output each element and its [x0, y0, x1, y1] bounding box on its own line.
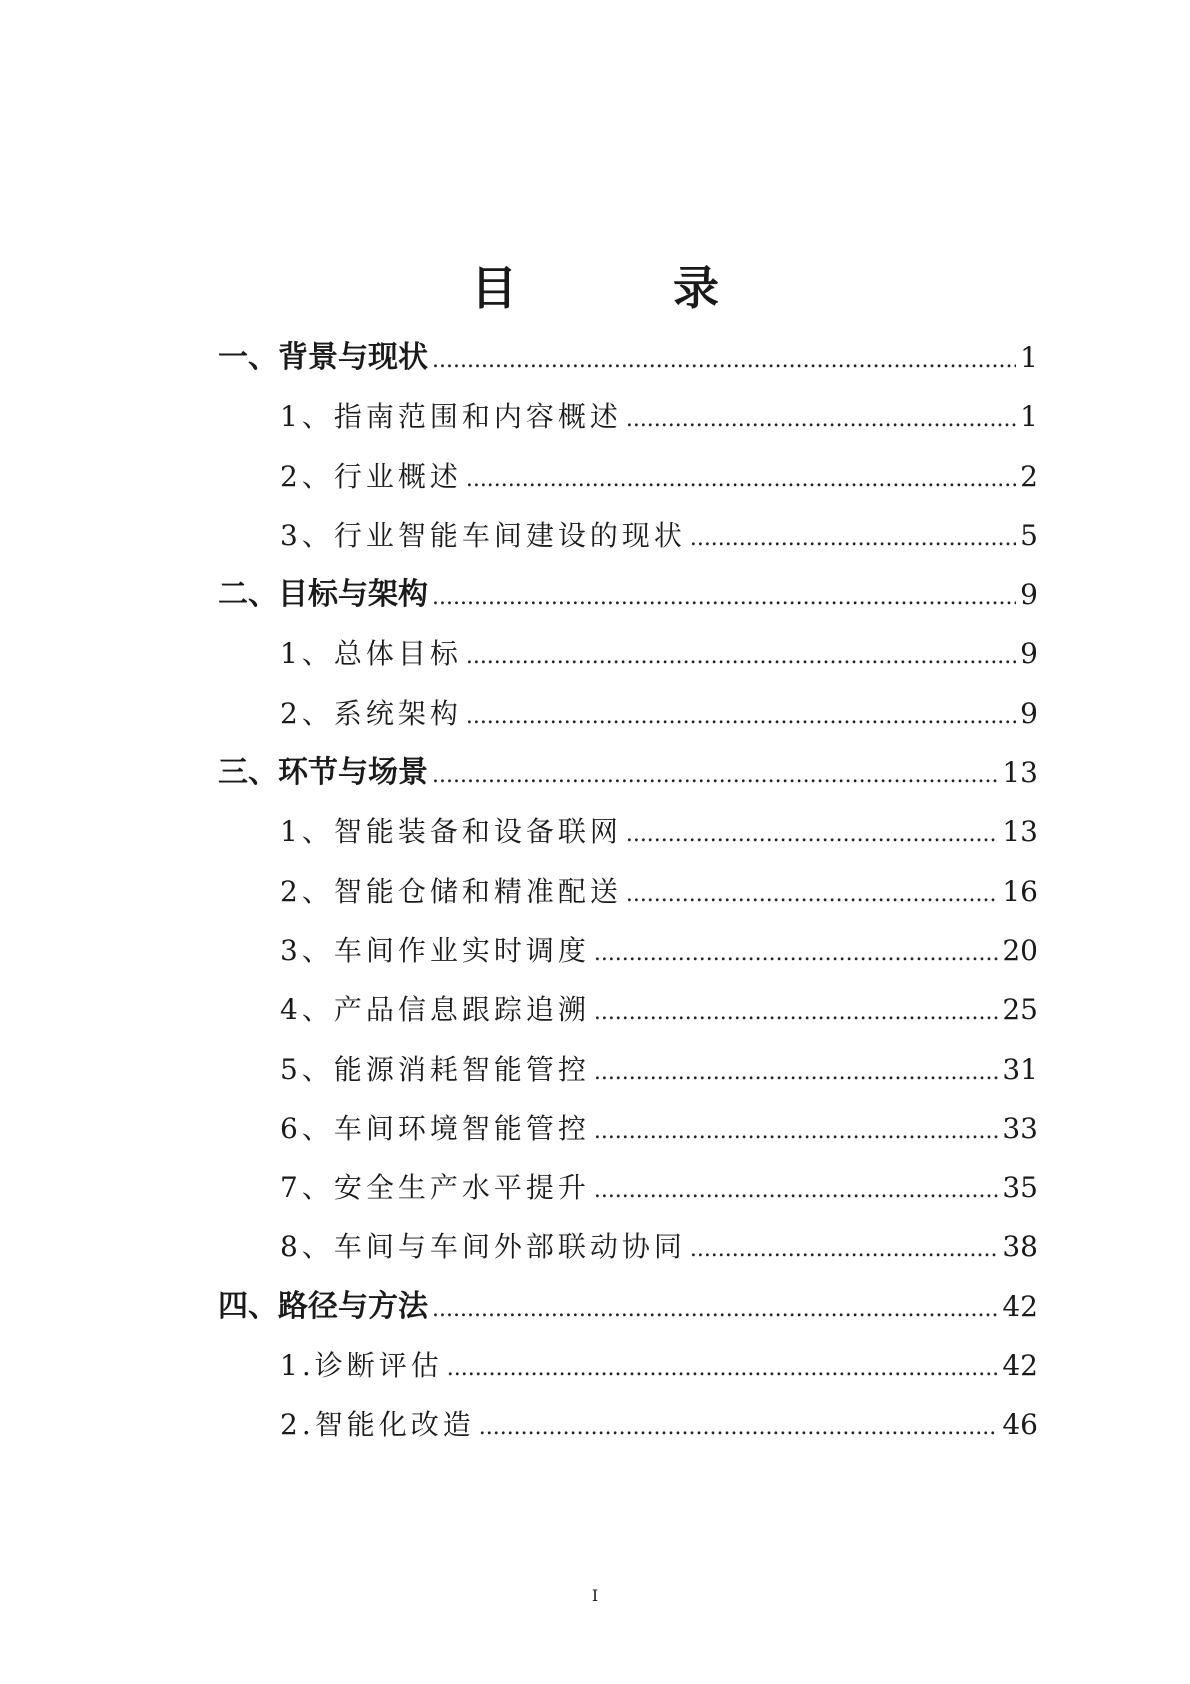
toc-entry[interactable] [218, 1040, 1038, 1099]
toc-entry-page: 9 [1020, 637, 1038, 671]
toc-entry-page: 33 [1002, 1111, 1038, 1145]
toc-entry-page: 38 [1002, 1230, 1038, 1264]
toc-entry-label: 3、车间作业实时调度 [280, 933, 590, 967]
toc-entry-label: 2、智能仓储和精准配送 [280, 874, 622, 908]
toc-entry[interactable] [218, 980, 1038, 1039]
dot-leader [466, 450, 1016, 509]
toc-entry[interactable] [218, 565, 1038, 624]
toc-entry[interactable] [218, 387, 1038, 446]
dot-leader [466, 627, 1016, 686]
toc-entry-page: 1 [1020, 400, 1038, 434]
page-title: 目 录 [470, 261, 789, 315]
toc-entry[interactable] [218, 1099, 1038, 1158]
toc-entry-page: 42 [1002, 1289, 1038, 1323]
toc-entry-page: 16 [1002, 874, 1038, 908]
page-number: I [591, 1586, 599, 1605]
table-of-contents [218, 328, 1038, 1455]
toc-entry-page: 9 [1020, 578, 1038, 612]
dot-leader [594, 924, 999, 983]
toc-entry-label: 2、行业概述 [280, 459, 462, 493]
toc-entry-label: 二、目标与架构 [218, 577, 428, 613]
toc-entry-label: 2、系统架构 [280, 696, 462, 730]
dot-leader [626, 390, 1016, 449]
toc-entry-label: 1、智能装备和设备联网 [280, 815, 622, 849]
dot-leader [594, 983, 999, 1042]
toc-entry-page: 9 [1020, 696, 1038, 730]
dot-leader [432, 568, 1016, 627]
toc-entry[interactable] [218, 743, 1038, 802]
toc-entry-label: 1、指南范围和内容概述 [280, 400, 622, 434]
toc-entry[interactable] [218, 624, 1038, 683]
dot-leader [594, 1161, 999, 1220]
dot-leader [690, 1220, 999, 1279]
dot-leader [594, 1102, 999, 1161]
toc-entry-page: 25 [1002, 993, 1038, 1027]
dot-leader [432, 746, 998, 805]
toc-entry-label: 7、安全生产水平提升 [280, 1171, 590, 1205]
toc-entry-page: 35 [1002, 1171, 1038, 1205]
toc-entry-page: 13 [1002, 756, 1038, 790]
toc-entry-page: 13 [1002, 815, 1038, 849]
toc-entry[interactable] [218, 1395, 1038, 1454]
dot-leader [466, 687, 1016, 746]
dot-leader [594, 1043, 999, 1102]
dot-leader [432, 1280, 998, 1339]
toc-entry-label: 8、车间与车间外部联动协同 [280, 1230, 686, 1264]
toc-entry-page: 31 [1002, 1052, 1038, 1086]
toc-entry-label: 三、环节与场景 [218, 755, 428, 791]
dot-leader [432, 331, 1016, 390]
toc-entry[interactable] [218, 862, 1038, 921]
toc-entry[interactable] [218, 684, 1038, 743]
toc-entry[interactable] [218, 447, 1038, 506]
toc-entry[interactable] [218, 328, 1038, 387]
dot-leader [690, 509, 1016, 568]
toc-entry-page: 2 [1020, 459, 1038, 493]
dot-leader [447, 1339, 999, 1398]
toc-entry-label: 1、总体目标 [280, 637, 462, 671]
toc-entry-page: 5 [1020, 518, 1038, 552]
toc-entry[interactable] [218, 802, 1038, 861]
toc-entry-page: 1 [1020, 341, 1038, 374]
dot-leader [626, 865, 999, 924]
toc-entry-page: 42 [1002, 1349, 1038, 1383]
dot-leader [479, 1398, 999, 1457]
toc-entry[interactable] [218, 921, 1038, 980]
toc-entry-label: 1.诊断评估 [280, 1349, 443, 1383]
toc-entry-label: 6、车间环境智能管控 [280, 1111, 590, 1145]
toc-entry-label: 2.智能化改造 [280, 1408, 475, 1442]
toc-entry-label: 3、行业智能车间建设的现状 [280, 518, 686, 552]
toc-entry[interactable] [218, 506, 1038, 565]
toc-entry-label: 四、路径与方法 [218, 1288, 428, 1324]
toc-entry[interactable] [218, 1277, 1038, 1336]
toc-entry-label: 4、产品信息跟踪追溯 [280, 993, 590, 1027]
toc-entry[interactable] [218, 1336, 1038, 1395]
toc-entry-label: 5、能源消耗智能管控 [280, 1052, 590, 1086]
toc-entry-label: 一、背景与现状 [218, 340, 428, 375]
toc-entry-page: 20 [1002, 933, 1038, 967]
toc-entry-page: 46 [1002, 1408, 1038, 1442]
dot-leader [626, 805, 999, 864]
toc-entry[interactable] [218, 1217, 1038, 1276]
toc-entry[interactable] [218, 1158, 1038, 1217]
